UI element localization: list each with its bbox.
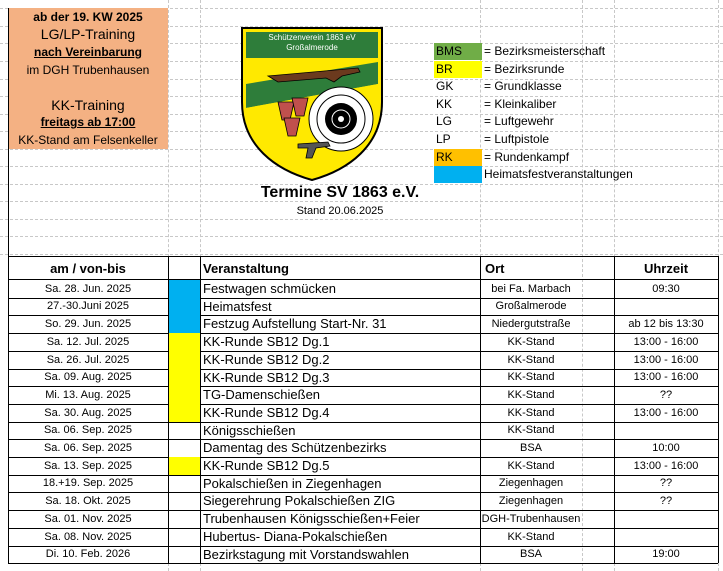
row-event: Königsschießen [203, 423, 296, 438]
legend-description: = Luftgewehr [484, 114, 554, 128]
legend-description: = Luftpistole [484, 132, 550, 146]
lglp-place: im DGH Trubenhausen [8, 61, 168, 79]
row-place: KK-Stand [507, 460, 555, 472]
lglp-schedule: nach Vereinbarung [8, 43, 168, 61]
row-time [614, 528, 718, 546]
legend-description: = Grundklasse [484, 79, 562, 93]
row-date: 18.+19. Sep. 2025 [42, 477, 134, 489]
row-place: KK-Stand [507, 354, 555, 366]
legend-description: = Rundenkampf [484, 150, 570, 164]
legend-description: = Kleinkaliber [484, 97, 557, 111]
legend-description: Heimatsfestveranstaltungen [484, 167, 633, 181]
row-event: Bezirkstagung mit Vorstandswahlen [203, 547, 409, 562]
category-marker [169, 298, 200, 315]
row-event: Heimatsfest [203, 299, 272, 314]
kk-place: KK-Stand am Felsenkeller [8, 131, 168, 149]
row-date: Sa. 28. Jun. 2025 [44, 283, 132, 295]
row-date: Di. 10. Feb. 2026 [45, 548, 131, 560]
row-place: KK-Stand [507, 371, 555, 383]
row-date: Mi. 13. Aug. 2025 [45, 389, 131, 401]
row-date: Sa. 13. Sep. 2025 [43, 460, 133, 472]
page-title: Termine SV 1863 e.V. [260, 184, 420, 201]
row-place: bei Fa. Marbach [491, 283, 571, 295]
row-date: 27.-30.Juni 2025 [47, 300, 129, 312]
row-date: Sa. 30. Aug. 2025 [44, 407, 132, 419]
row-place: KK-Stand [507, 389, 555, 401]
row-place: Niedergutstraße [491, 318, 571, 330]
row-place: KK-Stand [507, 407, 555, 419]
row-date: Sa. 01. Nov. 2025 [44, 513, 132, 525]
legend-code: KK [436, 97, 453, 111]
row-event: Festzug Aufstellung Start-Nr. 31 [203, 316, 387, 331]
row-place: Großalmerode [495, 300, 567, 312]
kk-training-title: KK-Training [8, 96, 168, 114]
category-marker [169, 404, 200, 422]
legend-description: = Bezirksmeisterschaft [484, 44, 606, 58]
row-time [614, 510, 718, 528]
row-place: BSA [519, 442, 542, 454]
category-marker [169, 280, 200, 298]
header-event: Veranstaltung [203, 261, 289, 276]
row-date: Sa. 06. Sep. 2025 [43, 442, 133, 454]
row-place: KK-Stand [507, 531, 555, 543]
header-date: am / von-bis [50, 261, 126, 276]
row-event: Festwagen schmücken [203, 281, 336, 296]
row-date: Sa. 18. Okt. 2025 [45, 495, 131, 507]
row-event: KK-Runde SB12 Dg.1 [203, 334, 330, 349]
category-marker [169, 333, 200, 351]
row-time [614, 422, 718, 439]
training-spacer [8, 79, 168, 96]
kk-schedule: freitags ab 17:00 [8, 114, 168, 131]
row-time: 13:00 - 16:00 [633, 371, 699, 383]
row-event: Trubenhausen Königsschießen+Feier [203, 511, 420, 526]
category-marker [169, 315, 200, 333]
legend-code: RK [436, 150, 453, 164]
category-marker [169, 457, 200, 475]
category-marker [169, 351, 200, 369]
logo-line-1: Schützenverein 1863 eV [268, 33, 356, 42]
row-date: Sa. 06. Sep. 2025 [43, 424, 133, 436]
lglp-training-title: LG/LP-Training [8, 26, 168, 43]
row-event: Siegerehrung Pokalschießen ZIG [203, 493, 396, 508]
row-place: DGH-Trubenhausen [481, 513, 581, 525]
row-time: ab 12 bis 13:30 [628, 318, 704, 330]
row-time: ?? [659, 477, 673, 489]
row-place: BSA [519, 548, 542, 560]
legend-code: GK [436, 79, 454, 93]
legend-code [436, 166, 482, 183]
category-marker [169, 386, 200, 404]
legend-code: LG [436, 114, 453, 128]
row-date: Sa. 26. Jul. 2025 [46, 354, 130, 366]
row-event: KK-Runde SB12 Dg.4 [203, 405, 330, 420]
row-time: 13:00 - 16:00 [633, 460, 699, 472]
legend-code: LP [436, 132, 451, 146]
header-place: Ort [485, 261, 505, 276]
row-event: KK-Runde SB12 Dg.2 [203, 352, 330, 367]
row-time [614, 298, 718, 315]
row-time: 13:00 - 16:00 [633, 354, 699, 366]
legend-code: BMS [436, 44, 463, 58]
header-time: Uhrzeit [643, 261, 689, 276]
legend-description: = Bezirksrunde [484, 62, 565, 76]
category-marker [169, 369, 200, 386]
row-date: So. 29. Jun. 2025 [44, 318, 132, 330]
row-time: 19:00 [652, 548, 680, 560]
training-since: ab der 19. KW 2025 [8, 8, 168, 26]
row-place: KK-Stand [507, 336, 555, 348]
row-event: KK-Runde SB12 Dg.5 [203, 458, 330, 473]
row-time: 10:00 [652, 442, 680, 454]
row-event: Pokalschießen in Ziegenhagen [203, 476, 382, 491]
row-time: ?? [659, 495, 673, 507]
logo-line-2: Großalmerode [286, 43, 338, 52]
row-time: 13:00 - 16:00 [633, 336, 699, 348]
row-place: KK-Stand [507, 424, 555, 436]
row-time: 09:30 [652, 283, 680, 295]
row-event: KK-Runde SB12 Dg.3 [203, 370, 330, 385]
row-time: ?? [659, 389, 673, 401]
club-logo [238, 24, 386, 182]
row-time: 13:00 - 16:00 [633, 407, 699, 419]
row-event: TG-Damenschießen [203, 387, 321, 402]
row-event: Hubertus- Diana-Pokalschießen [203, 529, 388, 544]
row-date: Sa. 08. Nov. 2025 [44, 531, 132, 543]
row-place: Ziegenhagen [498, 495, 564, 507]
row-place: Ziegenhagen [498, 477, 564, 489]
row-date: Sa. 12. Jul. 2025 [46, 336, 130, 348]
row-date: Sa. 09. Aug. 2025 [44, 371, 132, 383]
legend-code: BR [436, 62, 453, 76]
row-event: Damentag des Schützenbezirks [203, 440, 387, 455]
stand-date: Stand 20.06.2025 [296, 205, 384, 217]
